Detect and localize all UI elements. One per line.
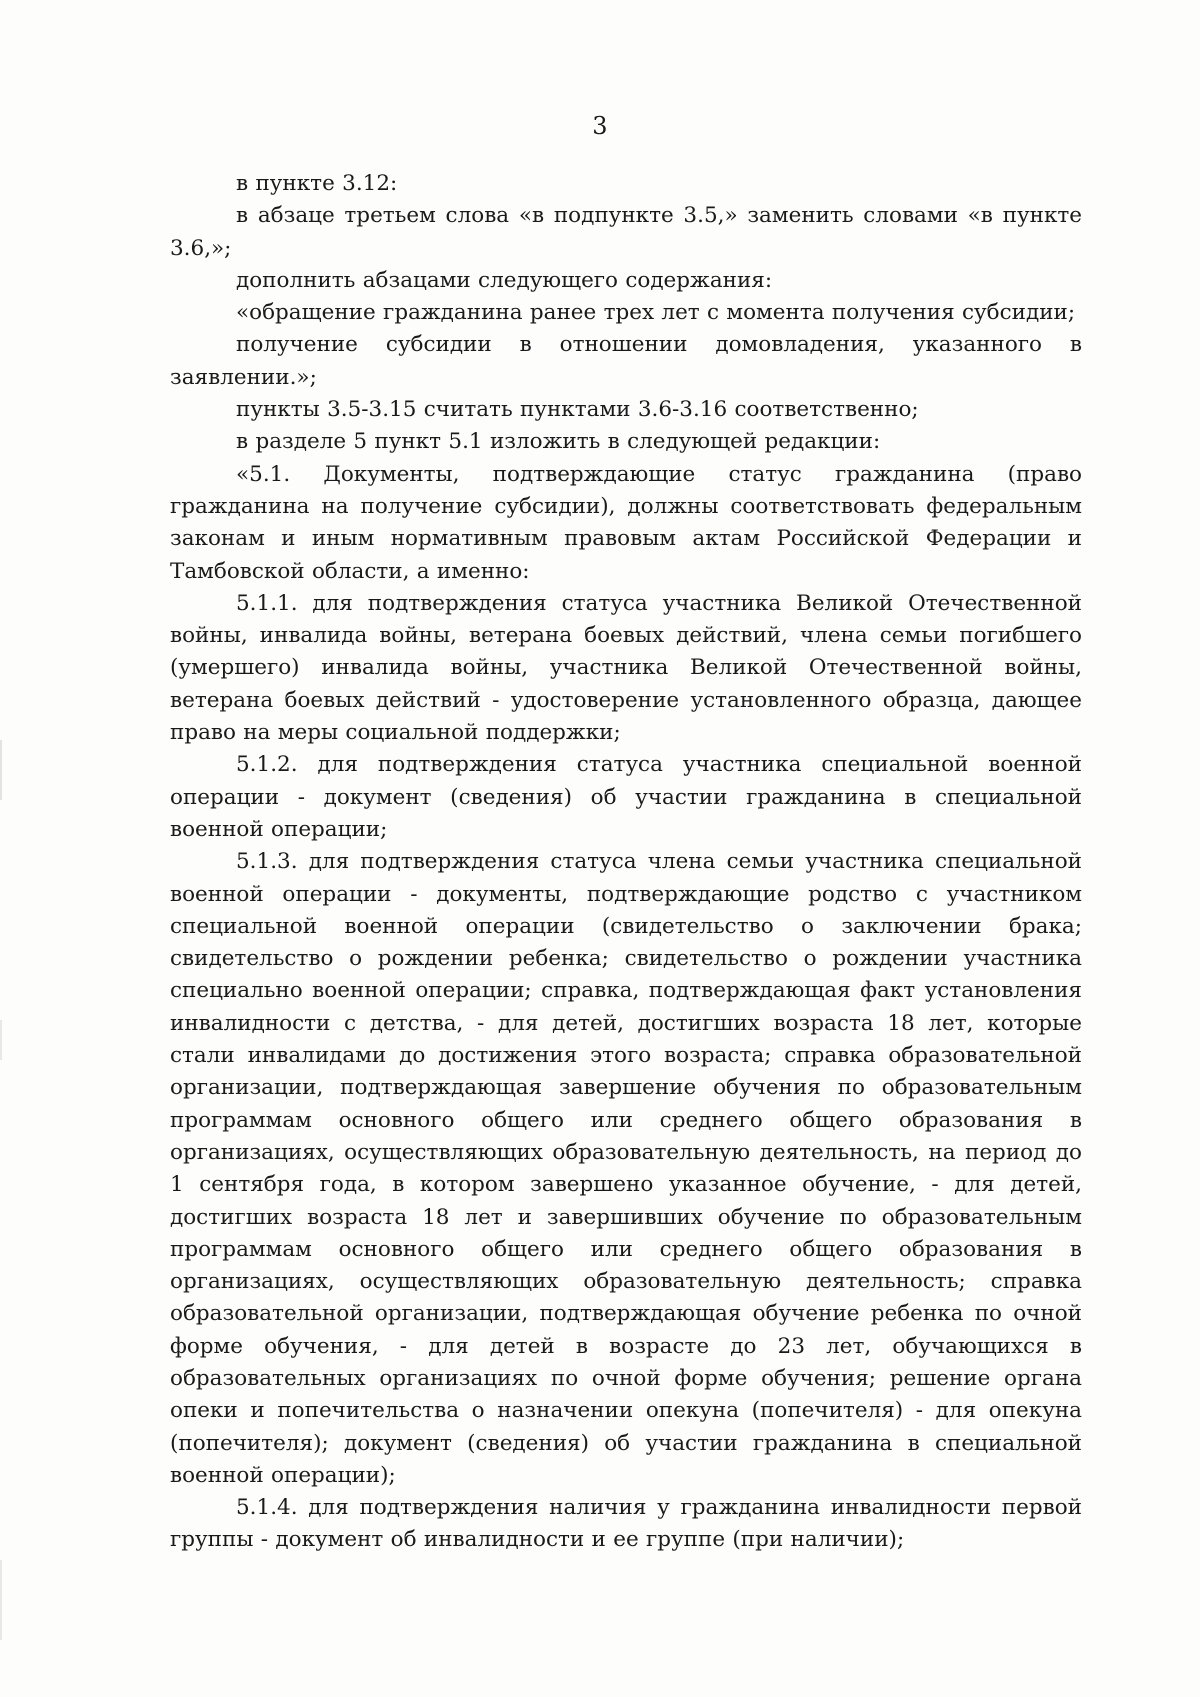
paragraph: в пункте 3.12: [236,171,398,196]
paragraph-5-1-1: 5.1.1. для подтверждения статуса участника Великой Отечественной войны, инвалида войны, ветерана боевых действий, члена семьи погибшего (умершего) инвалида войны, участника Великой Отечественной войны, ветерана боевых действий - удостоверение установленного образца, дающее право на меры социальной поддержки; [170,590,1082,746]
paragraph-5-1-4: 5.1.4. для подтверждения наличия у гражданина инвалидности первой группы - документ об инвалидности и ее группе (при наличии); [170,1495,1082,1553]
scan-artifact [0,1020,2,1060]
paragraph-5-1-3: 5.1.3. для подтверждения статуса члена семьи участника специальной военной операции - документы, подтверждающие родство с участником специальной военной операции (свидетельство о заключении брака; свидетельство о рождении ребенка; свидетельство о рождении участника специально военной операции; справка, подтверждающая факт установления инвалидности с детства, - для детей, достигших возраста 18 лет, которые стали инвалидами до достижения этого возраста; справка образовательной организации, подтверждающая завершение обучения по образовательным программам основного общего или среднего общего образования в организациях, осуществляющих образовательную деятельность, на период до 1 сентября года, в котором завершено указанное обучение, - для детей, достигших возраста 18 лет и завершивших обучение по образовательным программам основного общего или среднего общего образования в организациях, осуществляющих образовательную деятельность; справка образовательной организации, подтверждающая обучение ребенка по очной форме обучения, - для детей в возрасте до 23 лет, обучающихся в образовательных организациях по очной форме обучения; решение органа опеки и попечительства о назначении опекуна (попечителя) - для опекуна (попечителя); документ (сведения) об участии гражданина в специальной военной операции); [170,849,1082,1488]
paragraph: дополнить абзацами следующего содержания: [236,267,773,293]
document-body [170,168,1082,1557]
paragraph: в абзаце третьем слова «в подпункте 3.5,» заменить словами «в пункте 3.6,»; [170,203,1082,261]
scan-artifact [0,1560,2,1640]
paragraph: пункты 3.5-3.15 считать пунктами 3.6-3.16 соответственно; [236,397,919,423]
paragraph-5-1-2: 5.1.2. для подтверждения статуса участника специальной военной операции - документ (сведения) об участии гражданина в специальной военной операции; [170,752,1082,842]
paragraph: «5.1. Документы, подтверждающие статус гражданина (право гражданина на получение субсидии), должны соответствовать федеральным законам и иным нормативным правовым актам Российской Федерации и Тамбовской области, а именно: [170,461,1082,584]
paragraph: получение субсидии в отношении домовладения, указанного в заявлении.»; [170,332,1082,390]
scan-artifact [0,740,2,800]
paragraph: в разделе 5 пункт 5.1 изложить в следующей редакции: [236,429,881,455]
page-number: 3 [592,112,608,140]
paragraph: «обращение гражданина ранее трех лет с момента получения субсидии; [236,300,1076,326]
